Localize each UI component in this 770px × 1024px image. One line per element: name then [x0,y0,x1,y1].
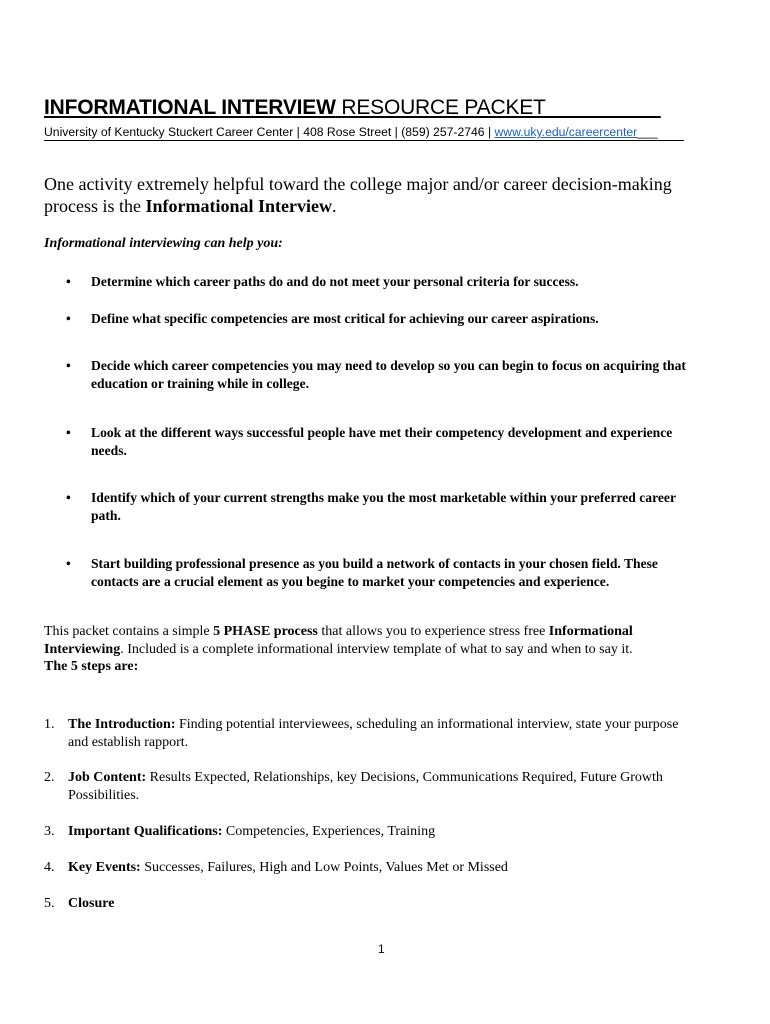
list-item [66,357,686,393]
subheader [44,125,684,141]
list-item [66,310,686,328]
page-number: 1 [378,942,385,956]
bullet-marker: • [66,490,71,505]
packet-description [44,623,684,676]
bullet-marker: • [66,358,71,373]
career-center-link[interactable]: www.uky.edu/careercenter [494,125,638,139]
step-label: Job Content: [68,770,147,785]
subheader-tail: ___ [637,125,658,139]
page-title [44,95,684,121]
list-item [66,273,686,291]
intro-period: . [331,196,337,216]
list-item-text: Decide which career competencies you may need to develop so you can begin to focus on acquiring that education or training while in college. [91,358,686,391]
step-label: The Introduction: [68,717,176,732]
step-label: Key Events: [68,860,141,875]
intro-text: One activity extremely helpful toward the college major and/or career decision-making process is the [44,174,672,216]
subheader-contact-text: University of Kentucky Stuckert Career Center | 408 Rose Street | (859) 257-2746 | [44,125,495,139]
title-regular-part: RESOURCE PACKET [335,96,546,119]
step-item [44,716,694,752]
list-item [66,489,686,525]
step-number: 5. [44,896,55,911]
step-label: Closure [68,896,115,911]
steps-heading: The 5 steps are: [44,659,139,674]
title-bold-part: INFORMATIONAL INTERVIEW [44,96,336,119]
packet-bold-1: 5 PHASE process [213,624,318,639]
packet-text-2: that allows you to experience stress free [317,624,549,639]
list-item [66,424,686,460]
step-label: Important Qualifications: [68,824,223,839]
packet-text-1: This packet contains a simple [44,624,214,639]
list-item-text: Look at the different ways successful people have met their competency development and experience needs. [91,425,673,458]
bullet-marker: • [66,311,71,326]
intro-bold-term: Informational Interview [145,196,332,216]
step-text: Successes, Failures, High and Low Points, Values Met or Missed [140,860,508,875]
step-number: 4. [44,860,55,875]
step-text: Finding potential interviewees, scheduling an informational interview, state your purpose and establish rapport. [68,717,679,750]
step-text: Results Expected, Relationships, key Decisions, Communications Required, Future Growth Possibilities. [68,770,663,803]
title-underline-fill: __________ [545,96,661,119]
step-item [44,769,694,805]
list-item [66,555,686,591]
step-number: 3. [44,824,55,839]
can-help-heading: Informational interviewing can help you: [44,236,283,251]
step-item [44,859,694,877]
step-item [44,823,694,841]
bullet-marker: • [66,556,71,571]
bullet-marker: • [66,425,71,440]
step-number: 1. [44,717,55,732]
intro-paragraph [44,173,704,217]
packet-text-3: . Included is a complete informational interview template of what to say and when to say it. [120,641,633,657]
list-item-text: Start building professional presence as you build a network of contacts in your chosen field. These contacts are a crucial element as you begine to market your competencies and experience. [91,556,658,589]
list-item-text: Identify which of your current strengths make you the most marketable within your preferred career path. [91,490,676,523]
list-item-text: Define what specific competencies are most critical for achieving our career aspirations. [91,311,599,326]
list-item-text: Determine which career paths do and do not meet your personal criteria for success. [91,274,579,289]
step-number: 2. [44,770,55,785]
bullet-marker: • [66,274,71,289]
step-text: Competencies, Experiences, Training [222,824,436,839]
step-item [44,895,694,913]
packet-bold-2: Informational Interviewing [44,624,633,657]
